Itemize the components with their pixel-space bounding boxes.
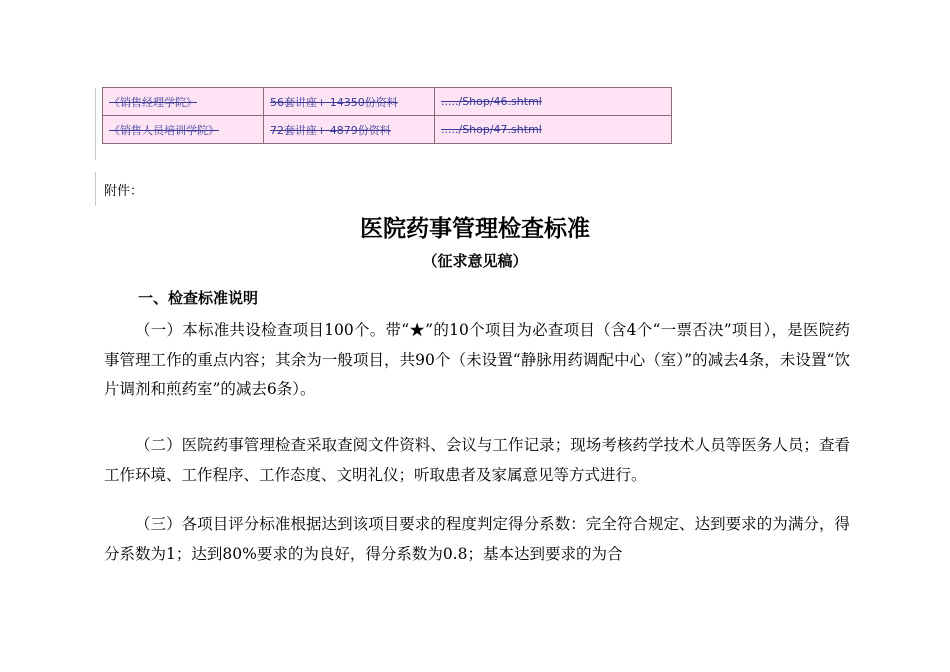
ad-course-link[interactable]: 《销售人员培训学院》: [103, 116, 264, 144]
paragraph-3: （三）各项目评分标准根据达到该项目要求的程度判定得分系数：完全符合规定、达到要求的为满分，得分系数为1；达到80%要求的为良好，得分系数为0.8；基本达到要求的为合: [104, 515, 850, 563]
table-row: [103, 88, 672, 116]
table-row: [103, 116, 672, 144]
margin-guide-line: [95, 172, 96, 206]
document-title: 医院药事管理检查标准: [360, 215, 590, 242]
document-subtitle: （征求意见稿）: [422, 252, 528, 270]
margin-guide-line: [95, 88, 96, 160]
ad-count-link[interactable]: 72套讲座+ 4879份资料: [264, 116, 435, 144]
ad-url-link[interactable]: ...../Shop/47.shtml: [435, 116, 672, 144]
ad-course-link[interactable]: 《销售经理学院》: [103, 88, 264, 116]
paragraph-1: （一）本标准共设检查项目100个。带“★”的10个项目为必查项目（含4个“一票否决”项目），是医院药事管理工作的重点内容；其余为一般项目，共90个（未设置“静脉用药调配中心（室）”的减去4条，未设置“饮片调剂和煎药室”的减去6条）。: [104, 321, 850, 398]
paragraph-2: （二）医院药事管理检查采取查阅文件资料、会议与工作记录；现场考核药学技术人员等医务人员；查看工作环境、工作程序、工作态度、文明礼仪；听取患者及家属意见等方式进行。: [104, 436, 850, 484]
attachment-label: 附件：: [104, 184, 144, 199]
ad-url-link[interactable]: ...../Shop/46.shtml: [435, 88, 672, 116]
section-heading: 一、检查标准说明: [138, 289, 259, 307]
ad-count-link[interactable]: 56套讲座+ 14350份资料: [264, 88, 435, 116]
ad-table: [102, 87, 672, 144]
